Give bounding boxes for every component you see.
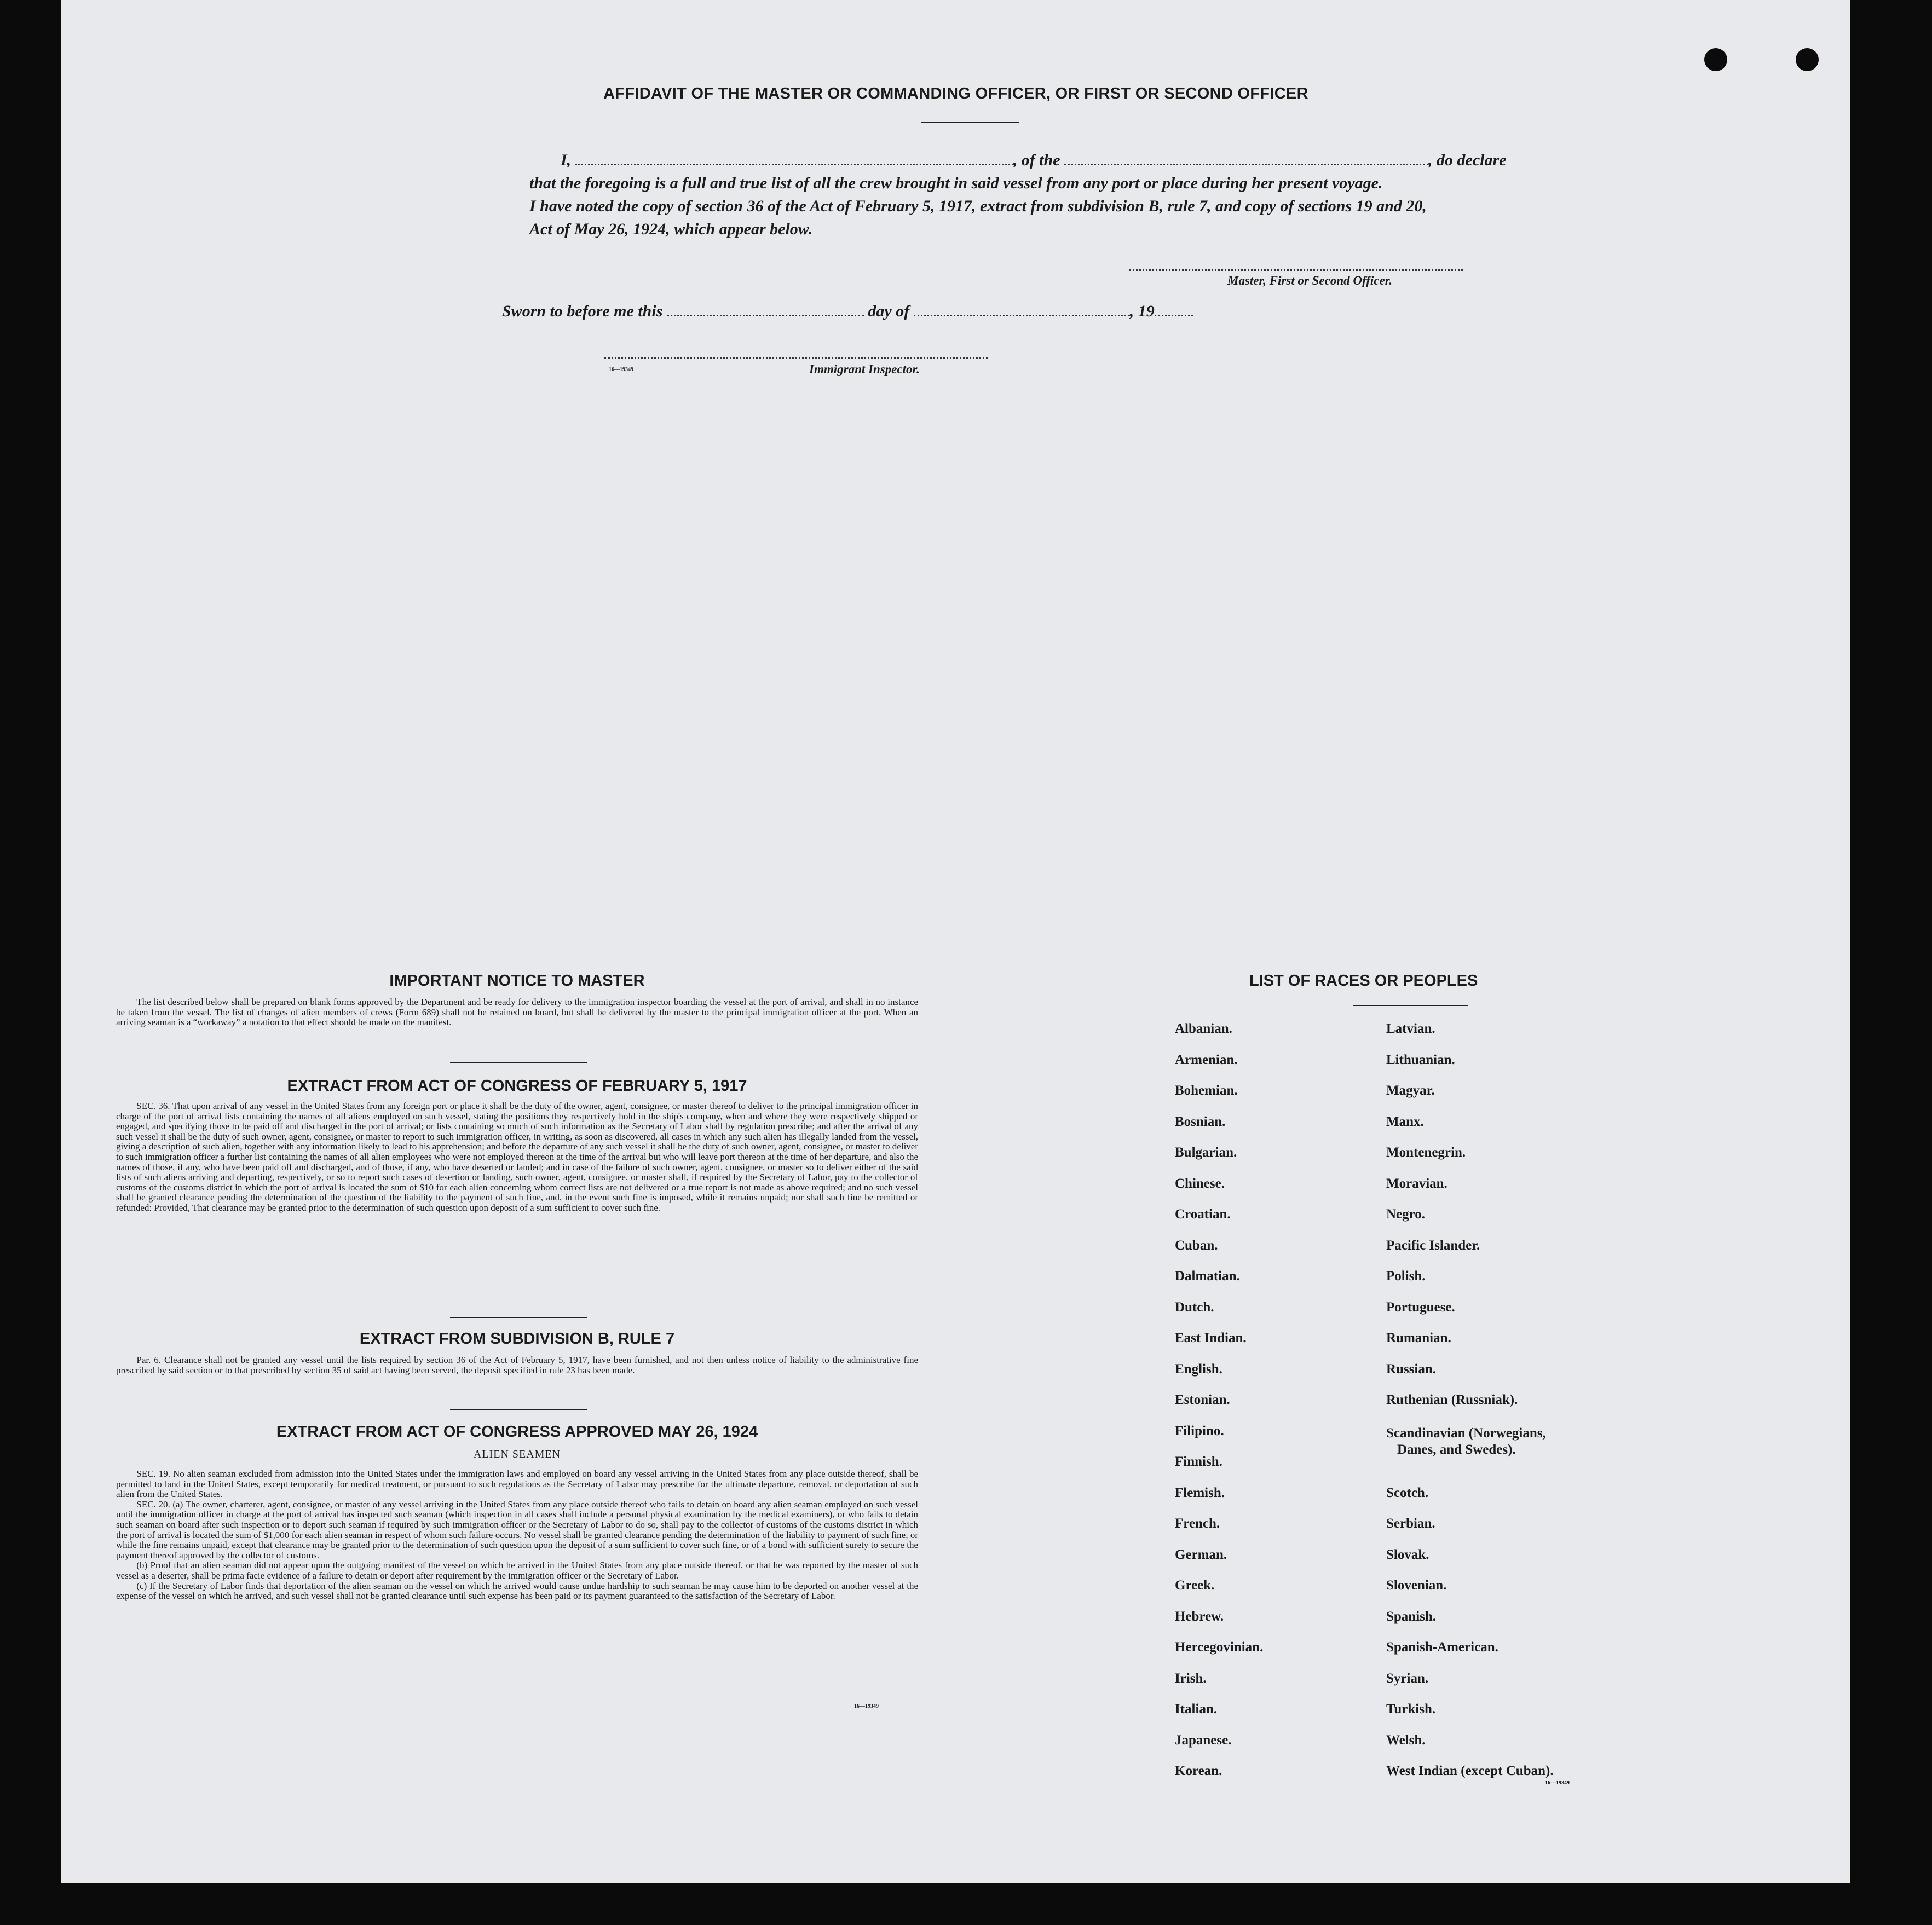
extract-form-number: 16—19349 bbox=[854, 1703, 879, 1709]
race-item: Armenian. bbox=[1175, 1052, 1238, 1067]
punch-hole bbox=[1852, 1615, 1880, 1643]
section-36-paragraph: SEC. 36. That upon arrival of any vessel in the United States from any foreign port or place it shall be the duty of the owner, agent, consignee, or master thereof to deliver to the principal immigration officer in charge of the port of arrival lists containing the names of all aliens employed on such vessel, stating the positions they respectively hold in the ship's company, when and where they were respectively shipped or engaged, and specifying those to be paid off and discharged in the port of arrival; or lists containing so much of such information as the Secretary of Labor shall by regulation prescribe; and after the arrival of any such vessel it shall be the duty of such owner, agent, consignee, or master to report to such immigration officer, in writing, as soon as discovered, all cases in which any such alien has illegally landed from the vessel, giving a description of such alien, together with any information likely to lead to his apprehension; and before the departure of any such vessel it shall be the duty of such owner, agent, consignee, or master to deliver to such immigration officer a further list containing the names of all alien employees who were not employed thereon at the time of the arrival but who will leave port thereon at the time of her departure, and also the names of those, if any, who have been paid off and discharged, and of those, if any, who have deserted or landed; and in case of the failure of such owner, agent, consignee, or master so to deliver either of the said lists of such aliens arriving and departing, respectively, or so to report such cases of desertion or landing, such owner, agent, consignee, or master shall, if required by the Secretary of Labor, pay to the collector of customs of the customs district in which the port of arrival is located the sum of $10 for each alien concerning whom correct lists are not delivered or a true report is not made as above required; and no such vessel shall be granted clearance pending the determination of the question of the liability to the payment of such fine, and, in the event such fine is imposed, while it remains unpaid; nor shall such fine be remitted or refunded: Provided, That clearance may be granted prior to the determination of such question upon deposit of a sum sufficient to cover such fine. bbox=[116, 1101, 918, 1213]
name-blank[interactable] bbox=[575, 164, 1013, 165]
races-title-rule bbox=[1353, 1005, 1468, 1006]
affidavit-i: I, bbox=[561, 151, 572, 169]
races-form-number: 16—19349 bbox=[1545, 1780, 1570, 1786]
master-signature-line[interactable] bbox=[1129, 269, 1463, 271]
punch-hole bbox=[1704, 48, 1727, 71]
punch-hole bbox=[1852, 1258, 1880, 1286]
punch-hole bbox=[1852, 286, 1880, 314]
race-item: Lithuanian. bbox=[1386, 1052, 1455, 1067]
race-item: Pacific Islander. bbox=[1386, 1238, 1480, 1253]
affidavit-line-2: that the foregoing is a full and true list of all the crew brought in said vessel from any port or place during her present voyage. bbox=[529, 174, 1383, 192]
extract-1924-title: EXTRACT FROM ACT OF CONGRESS APPROVED MAY 26, 1924 bbox=[276, 1423, 758, 1441]
race-item: Albanian. bbox=[1175, 1021, 1232, 1036]
affidavit-form-number: 16—19349 bbox=[609, 367, 633, 373]
punch-hole bbox=[1852, 198, 1880, 227]
race-item: Hercegovinian. bbox=[1175, 1640, 1264, 1655]
inspector-signature-line[interactable] bbox=[604, 357, 988, 359]
race-item: Serbian. bbox=[1386, 1516, 1435, 1531]
sworn-prefix: Sworn to before me this bbox=[502, 302, 663, 320]
inspector-label: Immigrant Inspector. bbox=[809, 362, 920, 376]
race-item: Scandinavian (Norwegians, bbox=[1386, 1425, 1546, 1441]
race-item: Spanish-American. bbox=[1386, 1640, 1498, 1655]
notice-text bbox=[116, 997, 918, 1028]
sworn-year-blank[interactable] bbox=[1155, 315, 1193, 316]
race-item: German. bbox=[1175, 1547, 1227, 1562]
section-rule bbox=[450, 1409, 587, 1410]
race-item: Greek. bbox=[1175, 1578, 1215, 1593]
punch-hole bbox=[1852, 1167, 1880, 1195]
sworn-line bbox=[502, 300, 1378, 323]
extract-rule7-title: EXTRACT FROM SUBDIVISION B, RULE 7 bbox=[359, 1330, 675, 1348]
race-item: Dalmatian. bbox=[1175, 1269, 1240, 1284]
race-item: Russian. bbox=[1386, 1361, 1437, 1377]
title-rule bbox=[921, 122, 1019, 123]
notice-paragraph: The list described below shall be prepared on blank forms approved by the Department and be ready for delivery to the immigration inspector boarding the vessel at the port of arrival, and shall in no instance be taken from the vessel. The list of changes of alien members of crews (Form 689) shall not be retained on board, but shall be delivered by the master to the principal immigration officer at the port. When an arriving seaman is a “workaway” a notation to that effect should be made on the manifest. bbox=[116, 997, 918, 1028]
section-rule bbox=[450, 1062, 587, 1063]
race-item: Montenegrin. bbox=[1386, 1145, 1466, 1160]
race-item: Welsh. bbox=[1386, 1732, 1426, 1748]
race-item: Hebrew. bbox=[1175, 1609, 1224, 1624]
race-item: Filipino. bbox=[1175, 1423, 1224, 1438]
race-item: Syrian. bbox=[1386, 1670, 1429, 1686]
race-item: English. bbox=[1175, 1361, 1222, 1377]
alien-seamen-subtitle: ALIEN SEAMEN bbox=[473, 1448, 561, 1460]
race-item: Bohemian. bbox=[1175, 1083, 1238, 1098]
race-item: Negro. bbox=[1386, 1207, 1426, 1222]
race-item: Danes, and Swedes). bbox=[1397, 1442, 1516, 1457]
sworn-year: , 19 bbox=[1129, 302, 1155, 320]
affidavit-of-the: , of the bbox=[1013, 151, 1060, 169]
affidavit-line-3: I have noted the copy of section 36 of the Act of February 5, 1917, extract from subdivision B, rule 7, and copy of sections 19 and 20, bbox=[529, 197, 1427, 215]
race-item: Rumanian. bbox=[1386, 1331, 1451, 1345]
punch-hole bbox=[1852, 1524, 1880, 1552]
sec19-paragraph: SEC. 19. No alien seaman excluded from admission into the United States under the immigration laws and employed on board any vessel arriving in the United States from any place outside thereof, shall be permitted to land in the United States, except temporarily for medical treatment, or pursuant to such regulations as the Secretary of Labor may prescribe for the ultimate departure, removal, or deportation of such alien from the United States. bbox=[116, 1469, 918, 1500]
race-item: Finnish. bbox=[1175, 1454, 1222, 1469]
race-item: Moravian. bbox=[1386, 1176, 1447, 1191]
race-item: Korean. bbox=[1175, 1764, 1222, 1778]
sec20b-paragraph: (b) Proof that an alien seaman did not appear upon the outgoing manifest of the vessel on which he arrived in the United States from any place outside thereof, or that he was reported by the master of such vessel as a deserter, shall be prima facie evidence of a failure to detain or deport after requirement by the immigration officer or the Secretary of Labor. bbox=[116, 1560, 918, 1581]
extract-1917-text bbox=[116, 1101, 918, 1213]
race-item: Slovak. bbox=[1386, 1547, 1429, 1562]
extract-rule7-text bbox=[116, 1355, 918, 1375]
race-item: Ruthenian (Russniak). bbox=[1386, 1392, 1518, 1407]
section-rule bbox=[450, 1317, 587, 1318]
races-title: LIST OF RACES OR PEOPLES bbox=[1249, 972, 1478, 990]
race-item: French. bbox=[1175, 1516, 1220, 1531]
rule7-paragraph: Par. 6. Clearance shall not be granted any vessel until the lists required by section 36 of the Act of February 5, 1917, have been furnished, and not then unless notice of liability to the administrative fine prescribed by said section or to that prescribed by section 35 of said act having been served, the deposit specified in rule 23 has been made. bbox=[116, 1355, 918, 1375]
race-item: Slovenian. bbox=[1386, 1578, 1447, 1593]
race-item: Bosnian. bbox=[1175, 1114, 1226, 1129]
sworn-date-blank[interactable] bbox=[667, 315, 864, 316]
race-item: West Indian (except Cuban). bbox=[1386, 1764, 1554, 1778]
sworn-month-blank[interactable] bbox=[914, 315, 1130, 316]
race-item: Japanese. bbox=[1175, 1732, 1232, 1748]
vessel-blank[interactable] bbox=[1064, 164, 1428, 165]
sec20c-paragraph: (c) If the Secretary of Labor finds that deportation of the alien seaman on the vessel on which he arrived would cause undue hardship to such seaman he may cause him to be deported on another vessel at the expense of the vessel on which he arrived, and such vessel shall not be granted clearance until such expense has been paid or its payment guaranteed to the satisfaction of the Secretary of Labor. bbox=[116, 1580, 918, 1602]
race-item: Bulgarian. bbox=[1175, 1145, 1237, 1160]
affidavit-line-4: Act of May 26, 1924, which appear below. bbox=[529, 220, 813, 238]
race-item: Irish. bbox=[1175, 1670, 1207, 1686]
extract-1924-text bbox=[116, 1469, 918, 1602]
race-item: Spanish. bbox=[1386, 1609, 1437, 1624]
race-item: East Indian. bbox=[1175, 1331, 1247, 1345]
punch-hole bbox=[1796, 48, 1819, 71]
race-item: Manx. bbox=[1386, 1114, 1424, 1129]
affidavit-line-1 bbox=[561, 149, 1546, 172]
affidavit-declare: , do declare bbox=[1428, 151, 1507, 169]
affidavit-title: AFFIDAVIT OF THE MASTER OR COMMANDING OFFICER, OR FIRST OR SECOND OFFICER bbox=[603, 85, 1308, 102]
race-item: Magyar. bbox=[1386, 1083, 1435, 1098]
race-item: Polish. bbox=[1386, 1269, 1426, 1284]
race-item: Italian. bbox=[1175, 1702, 1218, 1716]
document-page bbox=[61, 0, 1850, 1883]
punch-hole bbox=[1852, 552, 1880, 580]
race-item: Croatian. bbox=[1175, 1207, 1231, 1222]
race-item: Turkish. bbox=[1386, 1702, 1436, 1716]
race-item: Estonian. bbox=[1175, 1392, 1230, 1407]
race-item: Scotch. bbox=[1386, 1485, 1429, 1500]
extract-1917-title: EXTRACT FROM ACT OF CONGRESS OF FEBRUARY 5, 1917 bbox=[287, 1077, 747, 1095]
race-item: Latvian. bbox=[1386, 1021, 1435, 1036]
race-item: Cuban. bbox=[1175, 1238, 1218, 1253]
race-item: Chinese. bbox=[1175, 1176, 1225, 1191]
sworn-day-of: day of bbox=[868, 302, 910, 320]
race-item: Flemish. bbox=[1175, 1485, 1225, 1500]
punch-hole bbox=[1852, 641, 1880, 670]
notice-title: IMPORTANT NOTICE TO MASTER bbox=[389, 972, 645, 990]
race-item: Portuguese. bbox=[1386, 1299, 1455, 1315]
sec20a-paragraph: SEC. 20. (a) The owner, charterer, agent, consignee, or master of any vessel arriving in the United States from any place outside thereof who fails to detain on board any alien seaman employed on such vessel until the immigration officer in charge at the port of arrival has inspected such seaman (which inspection in all cases shall include a personal physical examination by the medical examiners), or who fails to detain such seaman on board after such inspection or to deport such seaman if required by such immigration officer or the Secretary of Labor to do so, shall pay to the collector of customs of the customs district in which the port of arrival is located the sum of $1,000 for each alien seaman in respect of whom such failure occurs. No vessel shall be granted clearance pending the determination of the liability to payment of such fine, or while the fine remains unpaid, except that clearance may be granted prior to the determination of such question upon the deposit of a sum sufficient to cover such fine, or of a bond with sufficient surety to secure the payment thereof approved by the collector of customs. bbox=[116, 1499, 918, 1560]
race-item: Dutch. bbox=[1175, 1299, 1214, 1315]
master-signature-label: Master, First or Second Officer. bbox=[1227, 274, 1393, 287]
